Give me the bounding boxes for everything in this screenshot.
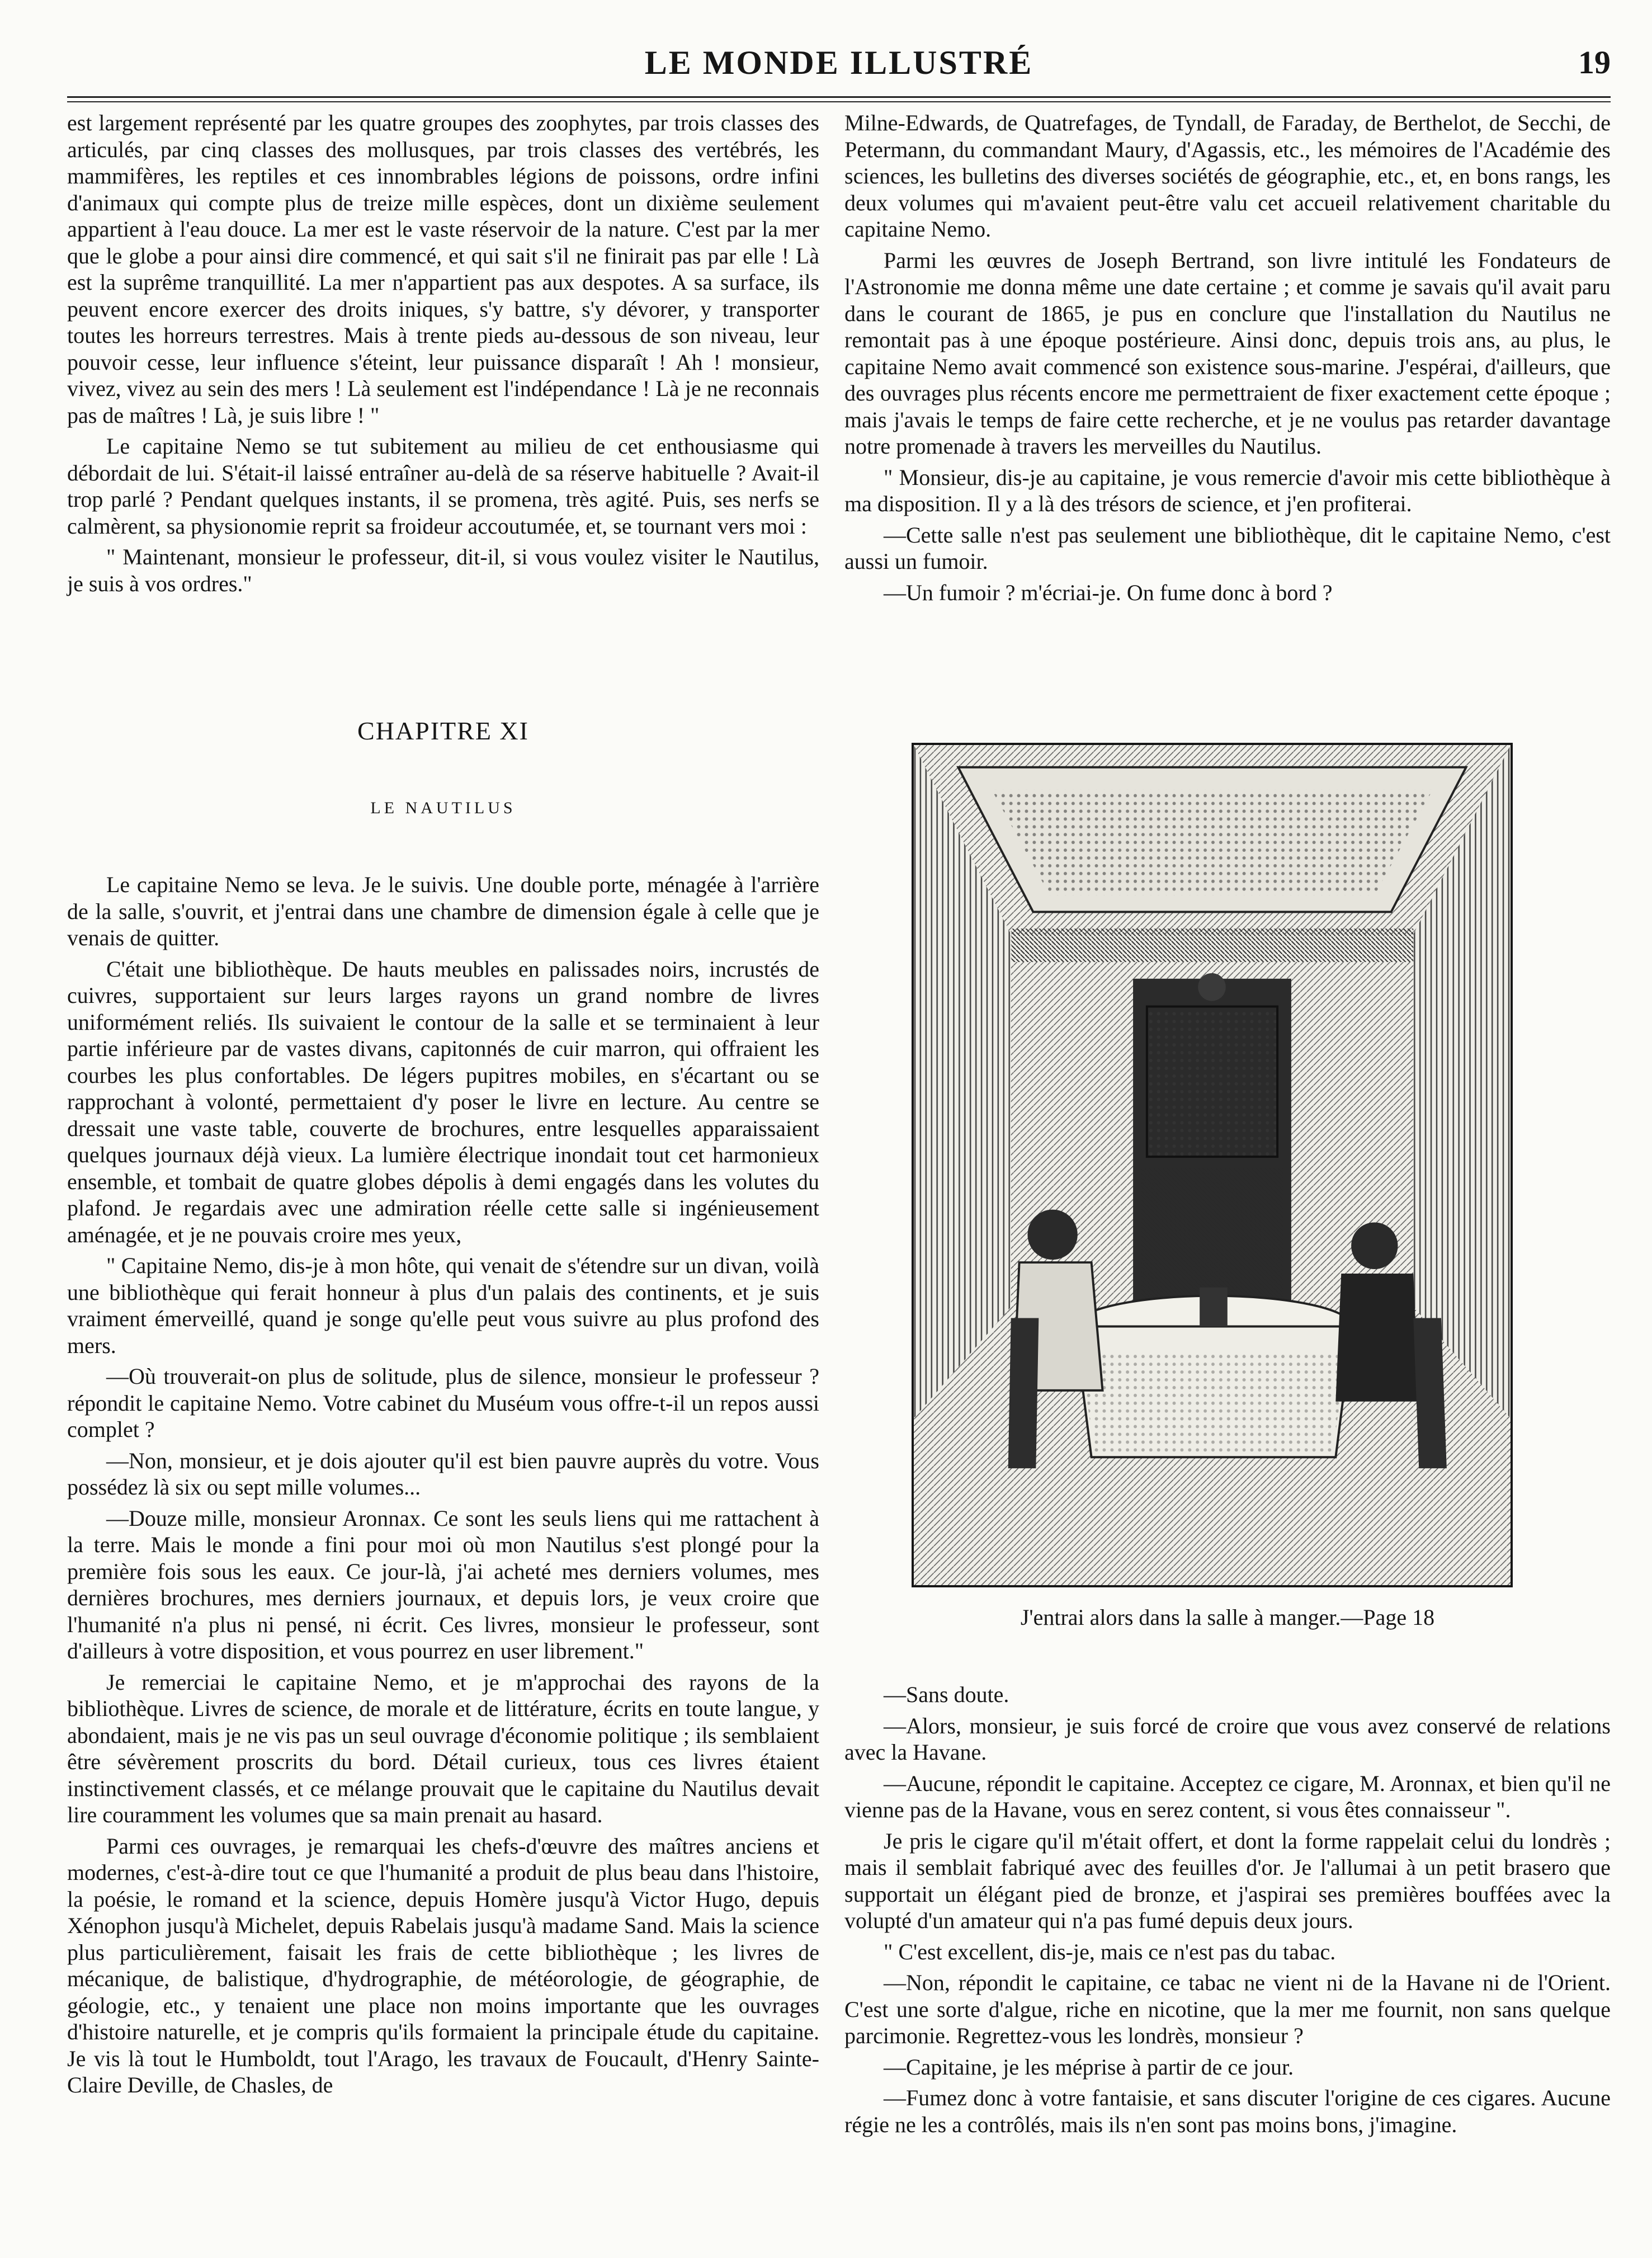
paragraph: Je remerciai le capitaine Nemo, et je m'approchai des rayons de la bibliothèque. Livres de science, de morale et de littérature, écrits en toute langue, y abondaient, mais je ne vis pas un seul ouvrage d'économie politique ; ils semblaient être sévèrement proscrits du bord. Détail curieux, tous ces livres étaient instinctivement classés, et ce mélange prouvait que le capitaine du Nautilus devait lire couramment les volumes que sa main prenait au hasard. [67, 1669, 819, 1827]
paragraph: —Un fumoir ? m'écriai-je. On fume donc à bord ? [884, 579, 1333, 605]
right-column-top [844, 110, 1611, 610]
header-rule [67, 96, 1611, 98]
illustration-caption: J'entrai alors dans la salle à manger.—Page 18 [1020, 1605, 1435, 1630]
page-number: 19 [1578, 44, 1611, 81]
right-column-bottom [844, 1681, 1611, 2142]
paragraph: Milne-Edwards, de Quatrefages, de Tyndall, de Faraday, de Berthelot, de Secchi, de Petermann, du commandant Maury, d'Agassis, etc., les mémoires de l'Académie des sciences, les bulletins des diverses sociétés de géographie, etc., et, en bons rangs, les deux volumes qui m'avaient peut-être valu cet accueil relativement charitable du capitaine Nemo. [844, 110, 1611, 242]
engraving-dining-room [912, 743, 1513, 1587]
paragraph: —Capitaine, je les méprise à partir de ce jour. [884, 2054, 1294, 2080]
paragraph: —Douze mille, monsieur Aronnax. Ce sont les seuls liens qui me rattachent à la terre. Mais le monde a fini pour moi où mon Nautilus s'est plongé pour la première fois sous les eaux. Ce jour-là, j'ai acheté mes derniers volumes, mes dernières brochures, mes derniers journaux, et depuis lors, je veux croire que l'humanité n'a plus ni pensé, ni écrit. Ces livres, monsieur le professeur, sont d'ailleurs à votre disposition, et vous pourrez en user librement." [67, 1505, 819, 1663]
paragraph: " Capitaine Nemo, dis-je à mon hôte, qui venait de s'étendre sur un divan, voilà une bibliothèque qui ferait honneur à plus d'un palais des continents, et je suis vraiment émerveillé, quand je songe qu'elle peut vous suivre au plus profond des mers. [67, 1253, 819, 1358]
paragraph: —Cette salle n'est pas seulement une bibliothèque, dit le capitaine Nemo, c'est aussi un fumoir. [844, 522, 1611, 574]
paragraph: —Aucune, répondit le capitaine. Acceptez ce cigare, M. Aronnax, et bien qu'il ne vienne pas de la Havane, vous en serez content, si vous êtes connaisseur ". [844, 1770, 1611, 1822]
paragraph: —Non, répondit le capitaine, ce tabac ne vient ni de la Havane ni de l'Orient. C'est une sorte d'algue, riche en nicotine, que la mer me fournit, non sans quelque parcimonie. Regrettez-vous les londrès, monsieur ? [844, 1970, 1611, 2048]
paragraph: Le capitaine Nemo se leva. Je le suivis. Une double porte, ménagée à l'arrière de la salle, s'ouvrit, et j'entrai dans une chambre de dimension égale à celle que je venais de quitter. [67, 872, 819, 950]
paragraph: —Fumez donc à votre fantaisie, et sans discuter l'origine de ces cigares. Aucune régie ne les a contrôlés, mais ils n'en sont pas moins bons, j'imagine. [844, 2085, 1611, 2137]
newspaper-title: LE MONDE ILLUSTRÉ [644, 44, 1033, 81]
paragraph: " C'est excellent, dis-je, mais ce n'est pas du tabac. [884, 1939, 1336, 1964]
paragraph: Parmi les œuvres de Joseph Bertrand, son livre intitulé les Fondateurs de l'Astronomie me donna même une date certaine ; et comme je savais qu'il avait paru dans le courant de 1865, je pus en conclure que l'installation du Nautilus ne remontait pas à une époque postérieure. Ainsi donc, depuis trois ans, au plus, le capitaine Nemo avait commencé son existence sous-marine. J'espérai, d'ailleurs, que des ouvrages plus récents encore me permettraient de fixer exactement cette époque ; mais j'avais le temps de faire cette recherche, et je ne voulus pas retarder davantage notre promenade à travers les merveilles du Nautilus. [844, 247, 1611, 459]
left-column-top [67, 110, 819, 601]
paragraph: " Monsieur, dis-je au capitaine, je vous remercie d'avoir mis cette bibliothèque à ma disposition. Il y a là des trésors de science, et j'en profiterai. [844, 464, 1611, 516]
chapter-title: CHAPITRE XI [357, 716, 529, 745]
paragraph: " Maintenant, monsieur le professeur, dit-il, si vous voulez visiter le Nautilus, je suis à vos ordres." [67, 544, 819, 596]
paragraph: est largement représenté par les quatre groupes des zoophytes, par trois classes des articulés, par cinq classes des mollusques, par trois classes des vertébrés, les mammifères, les reptiles et ces innombrables légions de poissons, ordre infini d'animaux qui compte plus de treize mille espèces, dont un dixième seulement appartient à l'eau douce. La mer est le vaste réservoir de la nature. C'est par la mer que le globe a pour ainsi dire commencé, et qui sait s'il ne finirait pas par elle ! Là est la suprême tranquillité. La mer n'appartient pas aux despotes. A sa surface, ils peuvent encore exercer des droits iniques, s'y battre, s'y dévorer, y transporter toutes les horreurs terrestres. Mais à trente pieds au-dessous de son niveau, leur pouvoir cesse, leur influence s'éteint, leur puissance disparaît ! Ah ! monsieur, vivez, vivez au sein des mers ! Là seulement est l'indépendance ! Là je ne reconnais pas de maîtres ! Là, je suis libre ! " [67, 110, 819, 428]
header-rule-thin [67, 101, 1611, 102]
paragraph: Je pris le cigare qu'il m'était offert, et dont la forme rappelait celui du londrès ; mais il semblait fabriqué avec des feuilles d'or. Je l'allumai à un petit brasero que supportait un élégant pied de bronze, et j'aspirai ses premières bouffées avec la volupté d'un amateur qui n'a pas fumé depuis deux jours. [844, 1828, 1611, 1933]
masthead [67, 34, 1611, 101]
paragraph: —Où trouverait-on plus de solitude, plus de silence, monsieur le professeur ? répondit le capitaine Nemo. Votre cabinet du Muséum vous offre-t-il un repos aussi complet ? [67, 1364, 819, 1442]
paragraph: —Non, monsieur, et je dois ajouter qu'il est bien pauvre auprès du votre. Vous possédez là six ou sept mille volumes... [67, 1448, 819, 1500]
paragraph: —Sans doute. [884, 1682, 1009, 1707]
paragraph: C'était une bibliothèque. De hauts meubles en palissades noirs, incrustés de cuivres, supportaient sur leurs larges rayons un grand nombre de livres uniformément reliés. Ils suivaient le contour de la salle et se terminaient à leur partie inférieure par de vastes divans, capitonnés de cuir marron, qui offraient les courbes les plus confortables. De légers pupitres mobiles, en s'écartant ou se rapprochant à volonté, permettaient d'y poser le livre en lecture. Au centre se dressait une vaste table, couverte de brochures, entre lesquelles apparaissaient quelques journaux déjà vieux. La lumière électrique inondait tout cet harmonieux ensemble, et tombait de quatre globes dépolis à demi engagés dans les volutes du plafond. Je regardais avec une admiration réelle cette salle si ingénieusement aménagée, et je ne pouvais croire mes yeux, [67, 956, 819, 1247]
paragraph: —Alors, monsieur, je suis forcé de croire que vous avez conservé de relations avec la Havane. [844, 1713, 1611, 1765]
paragraph: Le capitaine Nemo se tut subitement au milieu de cet enthousiasme qui débordait de lui. S'était-il laissé entraîner au-delà de sa réserve habituelle ? Avait-il trop parlé ? Pendant quelques instants, il se promena, très agité. Puis, ses nerfs se calmèrent, sa physionomie reprit sa froideur accoutumée, et, se tournant vers moi : [67, 433, 819, 539]
paragraph: Parmi ces ouvrages, je remarquai les chefs-d'œuvre des maîtres anciens et modernes, c'est-à-dire tout ce que l'humanité a produit de plus beau dans l'histoire, la poésie, le romand et la science, depuis Homère jusqu'à Victor Hugo, depuis Xénophon jusqu'à Michelet, depuis Rabelais jusqu'à madame Sand. Mais la science plus particulièrement, faisait les frais de cette bibliothèque ; les livres de mécanique, de balistique, d'hydrographie, de météorologie, de géographie, de géologie, etc., y tenaient une place non moins importante que les ouvrages d'histoire naturelle, et je compris qu'ils formaient la principale étude du capitaine. Je vis là tout le Humboldt, tout l'Arago, les travaux de Foucault, d'Henry Sainte-Claire Deville, de Chasles, de [67, 1833, 819, 2097]
chapter-subtitle: LE NAUTILUS [370, 799, 516, 817]
left-column-bottom [67, 871, 819, 2103]
